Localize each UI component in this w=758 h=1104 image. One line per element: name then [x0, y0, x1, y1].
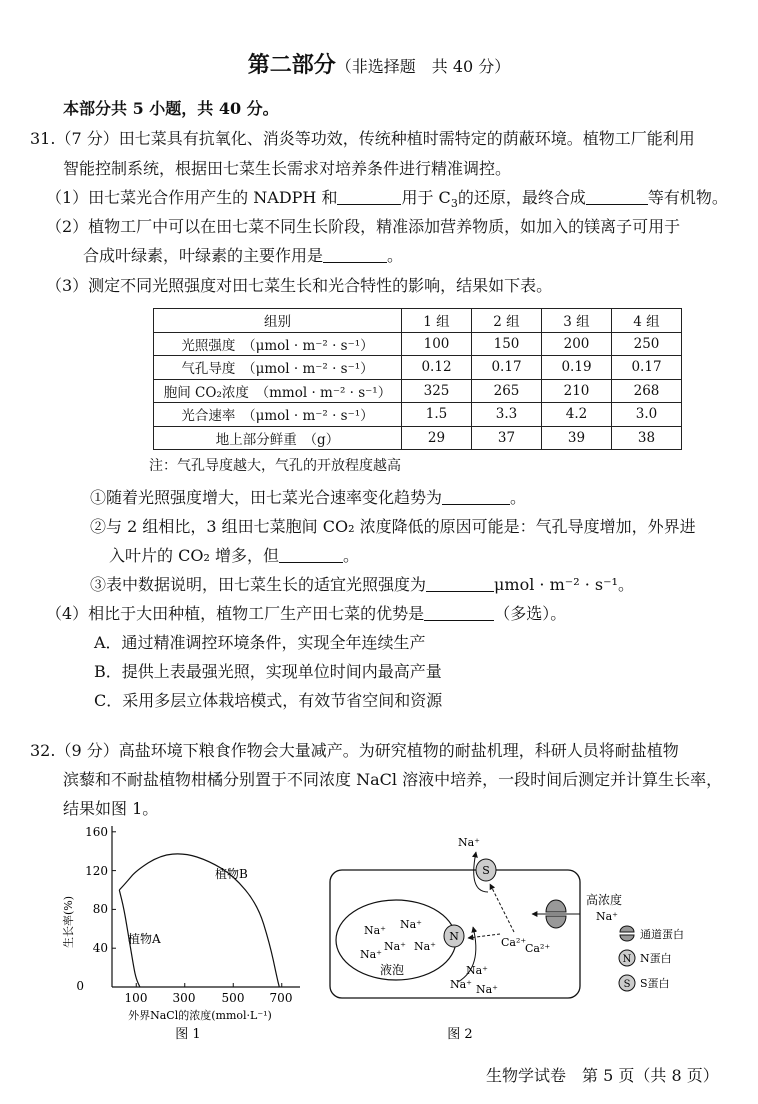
y-tick-label: 0	[76, 979, 84, 993]
calcium-ion-label: Ca²⁺	[501, 936, 527, 949]
na-ion-label: Na⁺	[466, 964, 488, 977]
answer-blank[interactable]	[424, 605, 494, 621]
x-tick-label: 300	[172, 991, 196, 1005]
q32-stem-line1: 32.（9 分）高盐环境下粮食作物会大量减产。为研究植物的耐盐机理，科研人员将耐盐植物	[30, 741, 679, 760]
legend-n-icon-label: N	[622, 954, 632, 965]
option-b: B．提供上表最强光照，实现单位时间内最高产量	[94, 662, 442, 681]
q32-stem-line3: 结果如图 1。	[63, 799, 159, 818]
y-tick-label: 120	[85, 864, 108, 878]
x-tick-label: 700	[269, 991, 293, 1005]
figure-1-chart	[60, 822, 310, 1047]
legend-s-icon-label: S	[623, 979, 631, 990]
answer-blank[interactable]	[586, 189, 648, 205]
na-ion-label: Na⁺	[458, 836, 480, 849]
answer-blank[interactable]	[426, 576, 494, 592]
q31-part3: （3）测定不同光照强度对田七菜生长和光合特性的影响，结果如下表。	[46, 276, 553, 295]
y-axis-label: 生长率(%)	[62, 895, 75, 949]
table-row: 胞间 CO₂浓度 （mmol · m⁻² · s⁻¹） 325 265 210 268	[154, 379, 682, 403]
y-tick-label: 40	[92, 941, 108, 955]
x-tick-label: 100	[124, 991, 148, 1005]
q31-part2-line2: 合成叶绿素，叶绿素的主要作用是 。	[83, 246, 404, 265]
na-ion-label: Na⁺	[360, 948, 382, 961]
na-ion-label: Na⁺	[414, 940, 436, 953]
table-row: 光照强度 （μmol · m⁻² · s⁻¹） 100 150 200 250	[154, 332, 682, 356]
q31-part2-line1: （2）植物工厂中可以在田七菜不同生长阶段，精准添加营养物质，如加入的镁离子可用于	[46, 217, 681, 236]
legend-channel-icon	[620, 926, 634, 932]
part-intro: 本部分共 5 小题，共 40 分。	[63, 99, 279, 118]
s-protein-label: S	[482, 864, 490, 877]
calcium-activation-arrow	[468, 934, 500, 938]
q31-sub1: ①随着光照强度增大，田七菜光合速率变化趋势为 。	[90, 488, 527, 507]
table-row: 地上部分鲜重 （g） 29 37 39 38	[154, 426, 682, 450]
na-ion-label: Na⁺	[476, 983, 498, 996]
answer-blank[interactable]	[323, 247, 387, 263]
legend-channel-label: 通道蛋白	[640, 928, 684, 941]
calcium-ion-label: Ca²⁺	[525, 942, 551, 955]
table-row: 气孔导度 （μmol · m⁻² · s⁻¹） 0.12 0.17 0.19 0.17	[154, 356, 682, 380]
na-ion-label: Na⁺	[596, 910, 618, 923]
calcium-activation-arrow	[490, 884, 514, 932]
part-title: 第二部分（非选择题 共 40 分）	[247, 52, 511, 78]
series-label-plant-b: 植物B	[215, 867, 248, 881]
q31-part1: （1）田七菜光合作用产生的 NADPH 和 用于 $C_3$的还原，最终合成 等有机物。	[46, 188, 728, 211]
na-ion-label: Na⁺	[400, 918, 422, 931]
legend-s-label: S蛋白	[640, 977, 670, 990]
q31-sub2-line2: 入叶片的 CO₂ 增多，但 。	[109, 546, 359, 565]
q31-sub3: ③表中数据说明，田七菜生长的适宜光照强度为 μmol · m⁻² · s⁻¹。	[90, 575, 634, 594]
q31-stem-line2: 智能控制系统，根据田七菜生长需求对培养条件进行精准调控。	[63, 159, 512, 178]
legend-channel-icon-lower	[620, 935, 634, 941]
x-axis-label: 外界NaCl的浓度(mmol·L⁻¹)	[128, 1009, 272, 1022]
na-ion-label: Na⁺	[384, 940, 406, 953]
q31-sub2-line1: ②与 2 组相比，3 组田七菜胞间 CO₂ 浓度降低的原因可能是：气孔导度增加，外界进	[90, 517, 696, 536]
q31-part4: （4）相比于大田种植，植物工厂生产田七菜的优势是 （多选）。	[46, 604, 567, 623]
table-note: 注：气孔导度越大，气孔的开放程度越高	[149, 458, 401, 474]
answer-blank[interactable]	[442, 489, 510, 505]
vacuole-label: 液泡	[380, 963, 405, 977]
figure-1-caption: 图 1	[175, 1027, 201, 1042]
figure-2-diagram	[318, 822, 718, 1047]
y-tick-label: 160	[85, 825, 108, 839]
q32-stem-line2: 滨藜和不耐盐植物柑橘分别置于不同浓度 NaCl 溶液中培养，一段时间后测定并计算生长率，	[63, 770, 723, 789]
high-concentration-label: 高浓度	[586, 893, 623, 907]
n-protein-label: N	[449, 930, 459, 943]
na-ion-label: Na⁺	[364, 924, 386, 937]
q31-stem-line1: 31.（7 分）田七菜具有抗氧化、消炎等功效，传统种植时需特定的荫蔽环境。植物工厂能利用	[30, 129, 695, 148]
legend-n-label: N蛋白	[640, 952, 672, 965]
series-label-plant-a: 植物A	[128, 932, 161, 946]
page-footer: 生物学试卷 第 5 页（共 8 页）	[486, 1066, 719, 1085]
table-header-row: 组别 1 组 2 组 3 组 4 组	[154, 309, 682, 333]
data-table	[153, 308, 682, 450]
option-c: C．采用多层立体栽培模式，有效节省空间和资源	[94, 691, 443, 710]
channel-protein-top	[546, 900, 566, 912]
y-tick-label: 80	[92, 902, 108, 916]
na-ion-label: Na⁺	[450, 978, 472, 991]
channel-protein-bottom	[546, 916, 566, 928]
series-line-plant-b	[119, 854, 279, 987]
table-row: 光合速率 （μmol · m⁻² · s⁻¹） 1.5 3.3 4.2 3.0	[154, 403, 682, 427]
answer-blank[interactable]	[279, 547, 343, 563]
option-a: A．通过精准调控环境条件，实现全年连续生产	[94, 633, 426, 652]
answer-blank[interactable]	[337, 189, 401, 205]
figure-2-caption: 图 2	[447, 1027, 473, 1042]
x-tick-label: 500	[221, 991, 245, 1005]
